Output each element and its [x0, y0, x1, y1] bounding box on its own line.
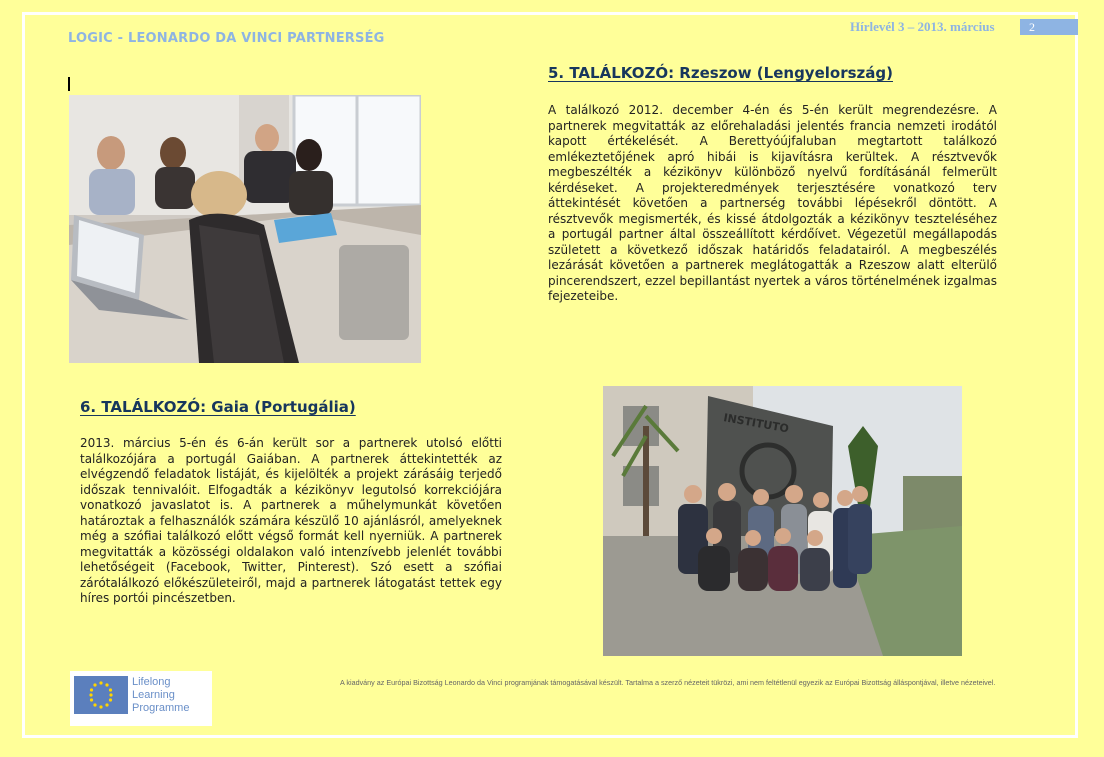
logo-text: [132, 676, 189, 715]
section5-body: A találkozó 2012. december 4-én és 5-én került megrendezésre. A partnerek megvitatták az előrehaladási jelentés francia nemzeti irodától kapott értékelését. A Berettyóújfaluban megtartott találkozó emlékeztetőjének apró hibái is kijavításra kerültek. A résztvevők megbeszélték a kézikönyv különböző nyelvű fordításánál felmerült kérdéseket. A projekteredmények terjesztésére vonatkozó terv áttekintését követően a partnerség további lépésekről döntött. A résztvevők megismerték, és kissé átdolgozták a kézikönyv teszteléséhez a portugál partner által összeállított kérdőívet. Végezetül megállapodás született a következő időszak határidős feladatairól. A megbeszélés lezárását követően a partnerek meglátogatták a Rzeszow alatt elterülő pincerendszert, ezzel bepillantást nyertek a város történelmének izgalmas fejezeteibe.: [548, 103, 997, 303]
meeting-photo-rzeszow: [69, 95, 421, 363]
logo-line-2: Learning: [132, 689, 175, 701]
section5-heading: 5. TALÁLKOZÓ: Rzeszow (Lengyelország): [548, 64, 893, 82]
monument-sign-text: INSTITUTO: [722, 411, 790, 436]
eu-flag-icon: [74, 676, 128, 714]
logo-line-3: Programme: [132, 702, 190, 714]
header-title: LOGIC - LEONARDO DA VINCI PARTNERSÉG: [68, 31, 385, 46]
page-number: 2: [1020, 19, 1078, 35]
logo-line-1: Lifelong: [132, 676, 171, 688]
section6-body: 2013. március 5-én és 6-án került sor a partnerek utolsó előtti találkozójára a portugál Gaiában. A partnerek áttekintették az elvégzendő feladatok listáját, és kijelölték a projekt zárásáig terjedő időszak tennivalóit. Elfogadták a kézikönyv legutolsó korrekciójára vonatkozó javaslatot is. A partnerek a műhelymunkát követően határoztak a felhasználók számára készülő 10 ajánlásról, amelyeknek még a szófiai találkozó előtt végső formát kell nyerniük. A partnerek megvitatták a közösségi oldalakon való intenzívebb jelenlét további lehetőségeit (Facebook, Twitter, Pinterest). Szó esett a szófiai zárótalálkozó előkészületeiről, majd a partnerek látogatást tettek egy híres portói pincészetben.: [80, 436, 502, 605]
group-photo-gaia: [603, 386, 962, 656]
section6-heading: 6. TALÁLKOZÓ: Gaia (Portugália): [80, 398, 356, 416]
footer-disclaimer: A kiadvány az Európai Bizottság Leonardo da Vinci programjának támogatásával készült. Tartalma a szerző nézeteit tükrözi, ami nem feltétlenül egyezik az Európai Bizottság álláspontjával, illetve nézeteivel.: [340, 678, 996, 687]
text-cursor: [68, 77, 70, 91]
newsletter-info: Hírlevél 3 – 2013. március: [850, 19, 995, 34]
lifelong-learning-logo: [70, 671, 212, 726]
